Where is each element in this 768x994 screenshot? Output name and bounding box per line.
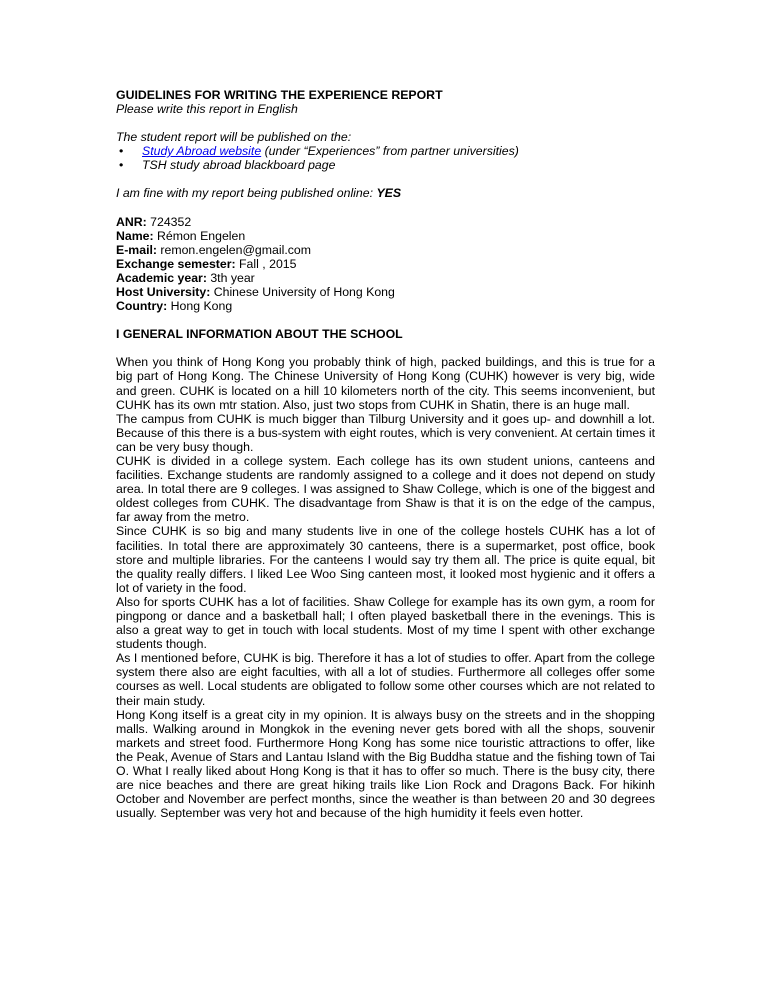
document-page	[116, 88, 655, 820]
info-value: Chinese University of Hong Kong	[210, 285, 395, 300]
info-value: Hong Kong	[167, 299, 233, 314]
paragraph: Since CUHK is so big and many students live in one of the college hostels CUHK has a lot of facilities. In total there are approximately 30 canteens, there is a supermarket, post office, book store and multiple libraries. For the canteens I would say try them all. The price is quite equal, bit the quality really differs. I liked Lee Woo Sing canteen most, it looked most hygienic and it offers a lot of variety in the food.	[116, 524, 655, 595]
info-country	[116, 299, 655, 313]
info-label: ANR:	[116, 214, 147, 229]
info-label: Academic year:	[116, 270, 207, 285]
info-value: 3th year	[206, 270, 255, 285]
publish-item-blackboard	[116, 158, 655, 172]
info-label: Host University:	[116, 285, 211, 300]
info-value: remon.engelen@gmail.com	[157, 242, 311, 257]
paragraph: Hong Kong itself is a great city in my opinion. It is always busy on the streets and in the shopping malls. Walking around in Mongkok in the evening never gets bored with all the shops, souvenir markets and street food. Furthermore Hong Kong has some nice touristic attractions to offer, like the Peak, Avenue of Stars and Lantau Island with the Big Buddha statue and the fishing town of Tai O. What I really liked about Hong Kong is that it has to offer so much. There is the busy city, there are nice beaches and there are great hiking trails like Lion Rock and Dragons Back. For hikinh October and November are perfect months, since the weather is than between 20 and 30 degrees usually. September was very hot and because of the high humidity it feels even hotter.	[116, 707, 655, 821]
publish-item-website	[116, 144, 655, 158]
info-exchange-semester	[116, 257, 655, 271]
consent-label: I am fine with my report being published online:	[116, 186, 377, 201]
info-label: Exchange semester:	[116, 256, 236, 271]
student-info	[116, 215, 655, 314]
info-anr	[116, 215, 655, 229]
info-value: Fall , 2015	[235, 256, 297, 271]
paragraph: CUHK is divided in a college system. Each college has its own student unions, canteens and facilities. Exchange students are randomly assigned to a college and it does not depend on study area. In total there are 9 colleges. I was assigned to Shaw College, which is one of the biggest and oldest colleges from CUHK. The disadvantage from Shaw is that it is on the edge of the campus, far away from the metro.	[116, 453, 655, 525]
info-label: Name:	[116, 228, 154, 243]
consent-value: YES	[376, 186, 402, 201]
paragraph: As I mentioned before, CUHK is big. Therefore it has a lot of studies to offer. Apart from the college system there also are eight faculties, with all a lot of studies. Furthermore all colleges offer some courses as well. Local students are obligated to follow some other courses which are not related to their main study.	[116, 651, 655, 708]
info-label: Country:	[116, 299, 168, 314]
paragraph: When you think of Hong Kong you probably think of high, packed buildings, and this is true for a big part of Hong Kong. The Chinese University of Hong Kong (CUHK) however is very big, wide and green. CUHK is located on a hill 10 kilometers north of the city. This seems inconvenient, but CUHK has its own mtr station. Also, just two stops from CUHK in Shatin, there is an huge mall.	[116, 355, 655, 412]
section-title: I GENERAL INFORMATION ABOUT THE SCHOOL	[116, 327, 403, 342]
document-title: GUIDELINES FOR WRITING THE EXPERIENCE REPORT	[116, 88, 443, 102]
info-label: E-mail:	[116, 242, 157, 257]
info-host-university	[116, 285, 655, 299]
info-value: Rémon Engelen	[153, 228, 246, 243]
publish-intro: The student report will be published on the:	[116, 130, 352, 145]
publish-item-website-rest: (under “Experiences” from partner universities)	[261, 144, 519, 159]
publish-item-blackboard-text: TSH study abroad blackboard page	[142, 158, 336, 173]
info-name	[116, 229, 655, 243]
info-academic-year	[116, 271, 655, 285]
section-body	[116, 355, 655, 820]
paragraph: Also for sports CUHK has a lot of facilities. Shaw College for example has its own gym, a room for pingpong or dance and a basketball hall; I often played basketball there in the evenings. This is also a great way to get in touch with local students. Most of my time I spent with other exchange students though.	[116, 594, 655, 652]
info-email	[116, 243, 655, 257]
study-abroad-link[interactable]: Study Abroad website	[142, 144, 262, 159]
document-subtitle: Please write this report in English	[116, 102, 298, 117]
consent-line	[116, 186, 655, 200]
publish-list	[116, 144, 655, 172]
paragraph: The campus from CUHK is much bigger than Tilburg University and it goes up- and downhill a lot. Because of this there is a bus-system with eight routes, which is very convenient. At certain times it can be very busy though.	[116, 411, 655, 454]
info-value: 724352	[146, 214, 192, 229]
